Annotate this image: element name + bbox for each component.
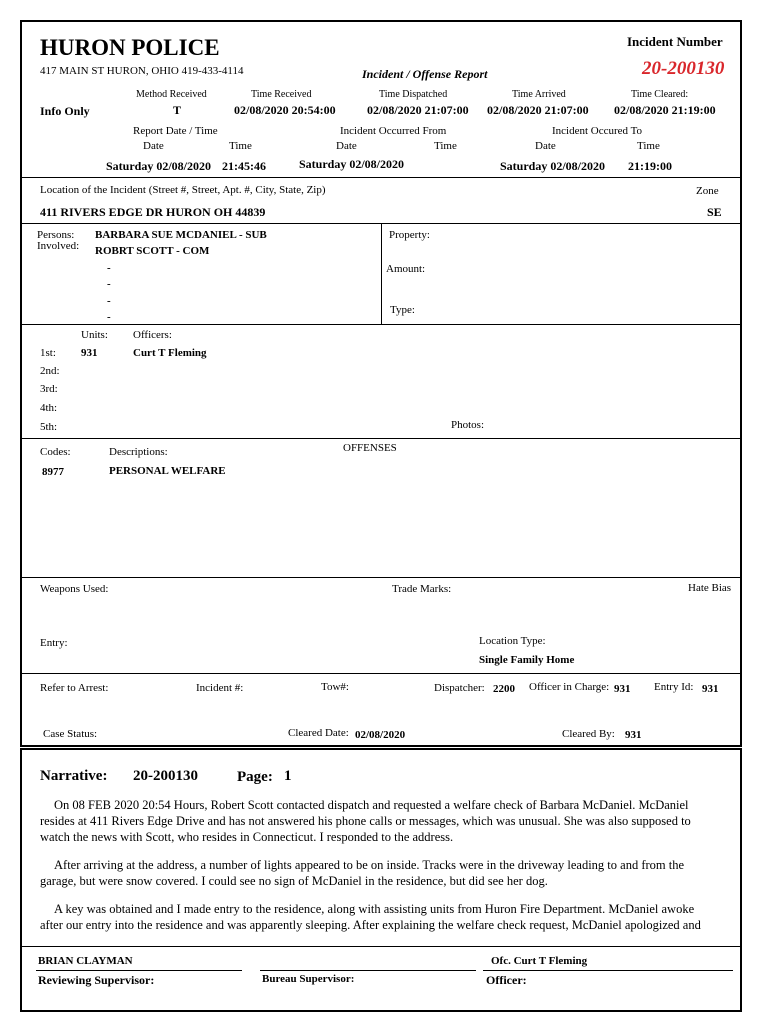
officers-label: Officers: xyxy=(133,329,172,341)
narrative-page-label: Page: xyxy=(237,769,273,785)
occurred-to-time-label: Time xyxy=(637,140,660,152)
info-only: Info Only xyxy=(40,104,90,118)
entry-label: Entry: xyxy=(40,637,68,649)
occurred-from-label: Incident Occurred From xyxy=(340,125,447,137)
time-dispatched-label: Time Dispatched xyxy=(379,89,448,100)
time-cleared: 02/08/2020 21:19:00 xyxy=(614,103,716,117)
unit-row-4: 4th: xyxy=(40,402,58,414)
unit-row-2: 2nd: xyxy=(40,365,60,377)
codes-label: Codes: xyxy=(40,446,71,458)
time-dispatched: 02/08/2020 21:07:00 xyxy=(367,103,469,117)
officer-in-charge-label: Officer in Charge: xyxy=(529,681,610,693)
cleared-date-value: 02/08/2020 xyxy=(355,729,406,741)
narrative-paragraph-3: A key was obtained and I made entry to the residence, along with assisting units from Huron Fire Department. McDaniel awoke after our entry into the residence and was apparently sleeping. After explaining the welfare check request, McDaniel apologized and xyxy=(40,902,701,932)
location-type-label: Location Type: xyxy=(479,635,546,647)
case-status-label: Case Status: xyxy=(43,728,98,740)
zone-label: Zone xyxy=(696,185,719,197)
method-received-label: Method Received xyxy=(136,89,207,100)
property-divider xyxy=(381,223,382,324)
location-type-value: Single Family Home xyxy=(479,654,575,666)
occurred-from-time-label: Time xyxy=(434,140,457,152)
time-cleared-label: Time Cleared: xyxy=(631,89,689,100)
involved-label: Involved: xyxy=(37,240,80,252)
unit-row-3: 3rd: xyxy=(40,383,58,395)
method-received: T xyxy=(173,103,182,117)
narrative-page: 1 xyxy=(284,768,292,784)
photos-label: Photos: xyxy=(451,419,485,431)
person-1: BARBARA SUE MCDANIEL - SUB xyxy=(95,229,267,241)
person-3: - xyxy=(107,262,111,274)
report-date-label: Date xyxy=(143,140,164,152)
narrative-body xyxy=(40,797,712,933)
cleared-by-value: 931 xyxy=(625,729,642,741)
officer-name: Ofc. Curt T Fleming xyxy=(491,955,588,967)
signature-top-line xyxy=(20,946,742,947)
descriptions-label: Descriptions: xyxy=(109,446,168,458)
offenses-title: OFFENSES xyxy=(343,442,397,454)
supervisor-name: BRIAN CLAYMAN xyxy=(38,955,133,967)
occurred-to-time: 21:19:00 xyxy=(628,159,672,173)
refer-to-arrest-label: Refer to Arrest: xyxy=(40,682,109,694)
officer-line xyxy=(483,970,733,971)
zone-value: SE xyxy=(707,205,722,219)
occurred-from-date: Saturday 02/08/2020 xyxy=(299,157,405,171)
person-4: - xyxy=(107,278,111,290)
type-label: Type: xyxy=(390,304,415,316)
weapons-label: Weapons Used: xyxy=(40,583,109,595)
divider-6 xyxy=(20,673,742,674)
reviewing-supervisor-label: Reviewing Supervisor: xyxy=(38,973,155,987)
entry-id-value: 931 xyxy=(702,683,719,695)
unit-row-5: 5th: xyxy=(40,421,58,433)
officer-1: Curt T Fleming xyxy=(133,347,207,359)
divider-5 xyxy=(20,577,742,578)
dispatcher-value: 2200 xyxy=(493,683,515,695)
cleared-by-label: Cleared By: xyxy=(562,728,615,740)
incident-number-label: Incident Number xyxy=(627,34,723,49)
amount-label: Amount: xyxy=(386,263,426,275)
report-datetime-label: Report Date / Time xyxy=(133,125,218,137)
offense-code: 8977 xyxy=(42,466,64,478)
dispatcher-label: Dispatcher: xyxy=(434,682,485,694)
report-time: 21:45:46 xyxy=(222,159,266,173)
unit-1: 931 xyxy=(81,347,98,359)
narrative-paragraph-1: On 08 FEB 2020 20:54 Hours, Robert Scott contacted dispatch and requested a welfare check of Barbara McDaniel. McDaniel resides at 411 Rivers Edge Drive and has not answered his phone calls or messages, which was unusual. She was also supposed to watch the news with Scott, who resides in Connecticut. I responded to the address. xyxy=(40,798,691,844)
time-arrived-label: Time Arrived xyxy=(512,89,566,100)
location-value: 411 RIVERS EDGE DR HURON OH 44839 xyxy=(40,205,266,219)
agency-address: 417 MAIN ST HURON, OHIO 419-433-4114 xyxy=(40,65,244,77)
trade-marks-label: Trade Marks: xyxy=(392,583,452,595)
divider-1 xyxy=(20,177,742,178)
incident-number: 20-200130 xyxy=(642,58,725,79)
offense-description: PERSONAL WELFARE xyxy=(109,465,226,477)
time-received: 02/08/2020 20:54:00 xyxy=(234,103,336,117)
person-5: - xyxy=(107,295,111,307)
report-time-label: Time xyxy=(229,140,252,152)
report-date: Saturday 02/08/2020 xyxy=(106,159,212,173)
narrative-label: Narrative: xyxy=(40,768,108,784)
location-label: Location of the Incident (Street #, Street, Apt. #, City, State, Zip) xyxy=(40,184,326,196)
bureau-line xyxy=(260,970,476,971)
occurred-to-date-label: Date xyxy=(535,140,556,152)
hate-bias-label: Hate Bias xyxy=(688,582,732,594)
cleared-date-label: Cleared Date: xyxy=(288,727,349,739)
time-arrived: 02/08/2020 21:07:00 xyxy=(487,103,589,117)
persons-label: Persons: xyxy=(37,229,75,241)
divider-4 xyxy=(20,438,742,439)
person-6: - xyxy=(107,311,111,323)
entry-id-label: Entry Id: xyxy=(654,681,694,693)
unit-row-1: 1st: xyxy=(40,347,56,359)
supervisor-line xyxy=(36,970,242,971)
time-received-label: Time Received xyxy=(251,89,312,100)
officer-label: Officer: xyxy=(486,973,527,987)
narrative-paragraph-2: After arriving at the address, a number of lights appeared to be on inside. Tracks were in the driveway leading to and from the garage, but were snow covered. I could see no sign of McDaniel in the residence, but did see her dog. xyxy=(40,858,685,888)
bureau-supervisor-label: Bureau Supervisor: xyxy=(262,973,355,985)
person-2: ROBRT SCOTT - COM xyxy=(95,245,210,257)
agency-name: HURON POLICE xyxy=(40,35,220,60)
officer-in-charge-value: 931 xyxy=(614,683,631,695)
divider-3 xyxy=(20,324,742,325)
occurred-from-date-label: Date xyxy=(336,140,357,152)
occurred-to-label: Incident Occured To xyxy=(552,125,643,137)
units-label: Units: xyxy=(81,329,108,341)
occurred-to-date: Saturday 02/08/2020 xyxy=(500,159,606,173)
tow-label: Tow#: xyxy=(321,681,349,693)
incident-hash-label: Incident #: xyxy=(196,682,244,694)
narrative-number: 20-200130 xyxy=(133,768,198,784)
report-type: Incident / Offense Report xyxy=(362,67,488,81)
property-label: Property: xyxy=(389,229,430,241)
